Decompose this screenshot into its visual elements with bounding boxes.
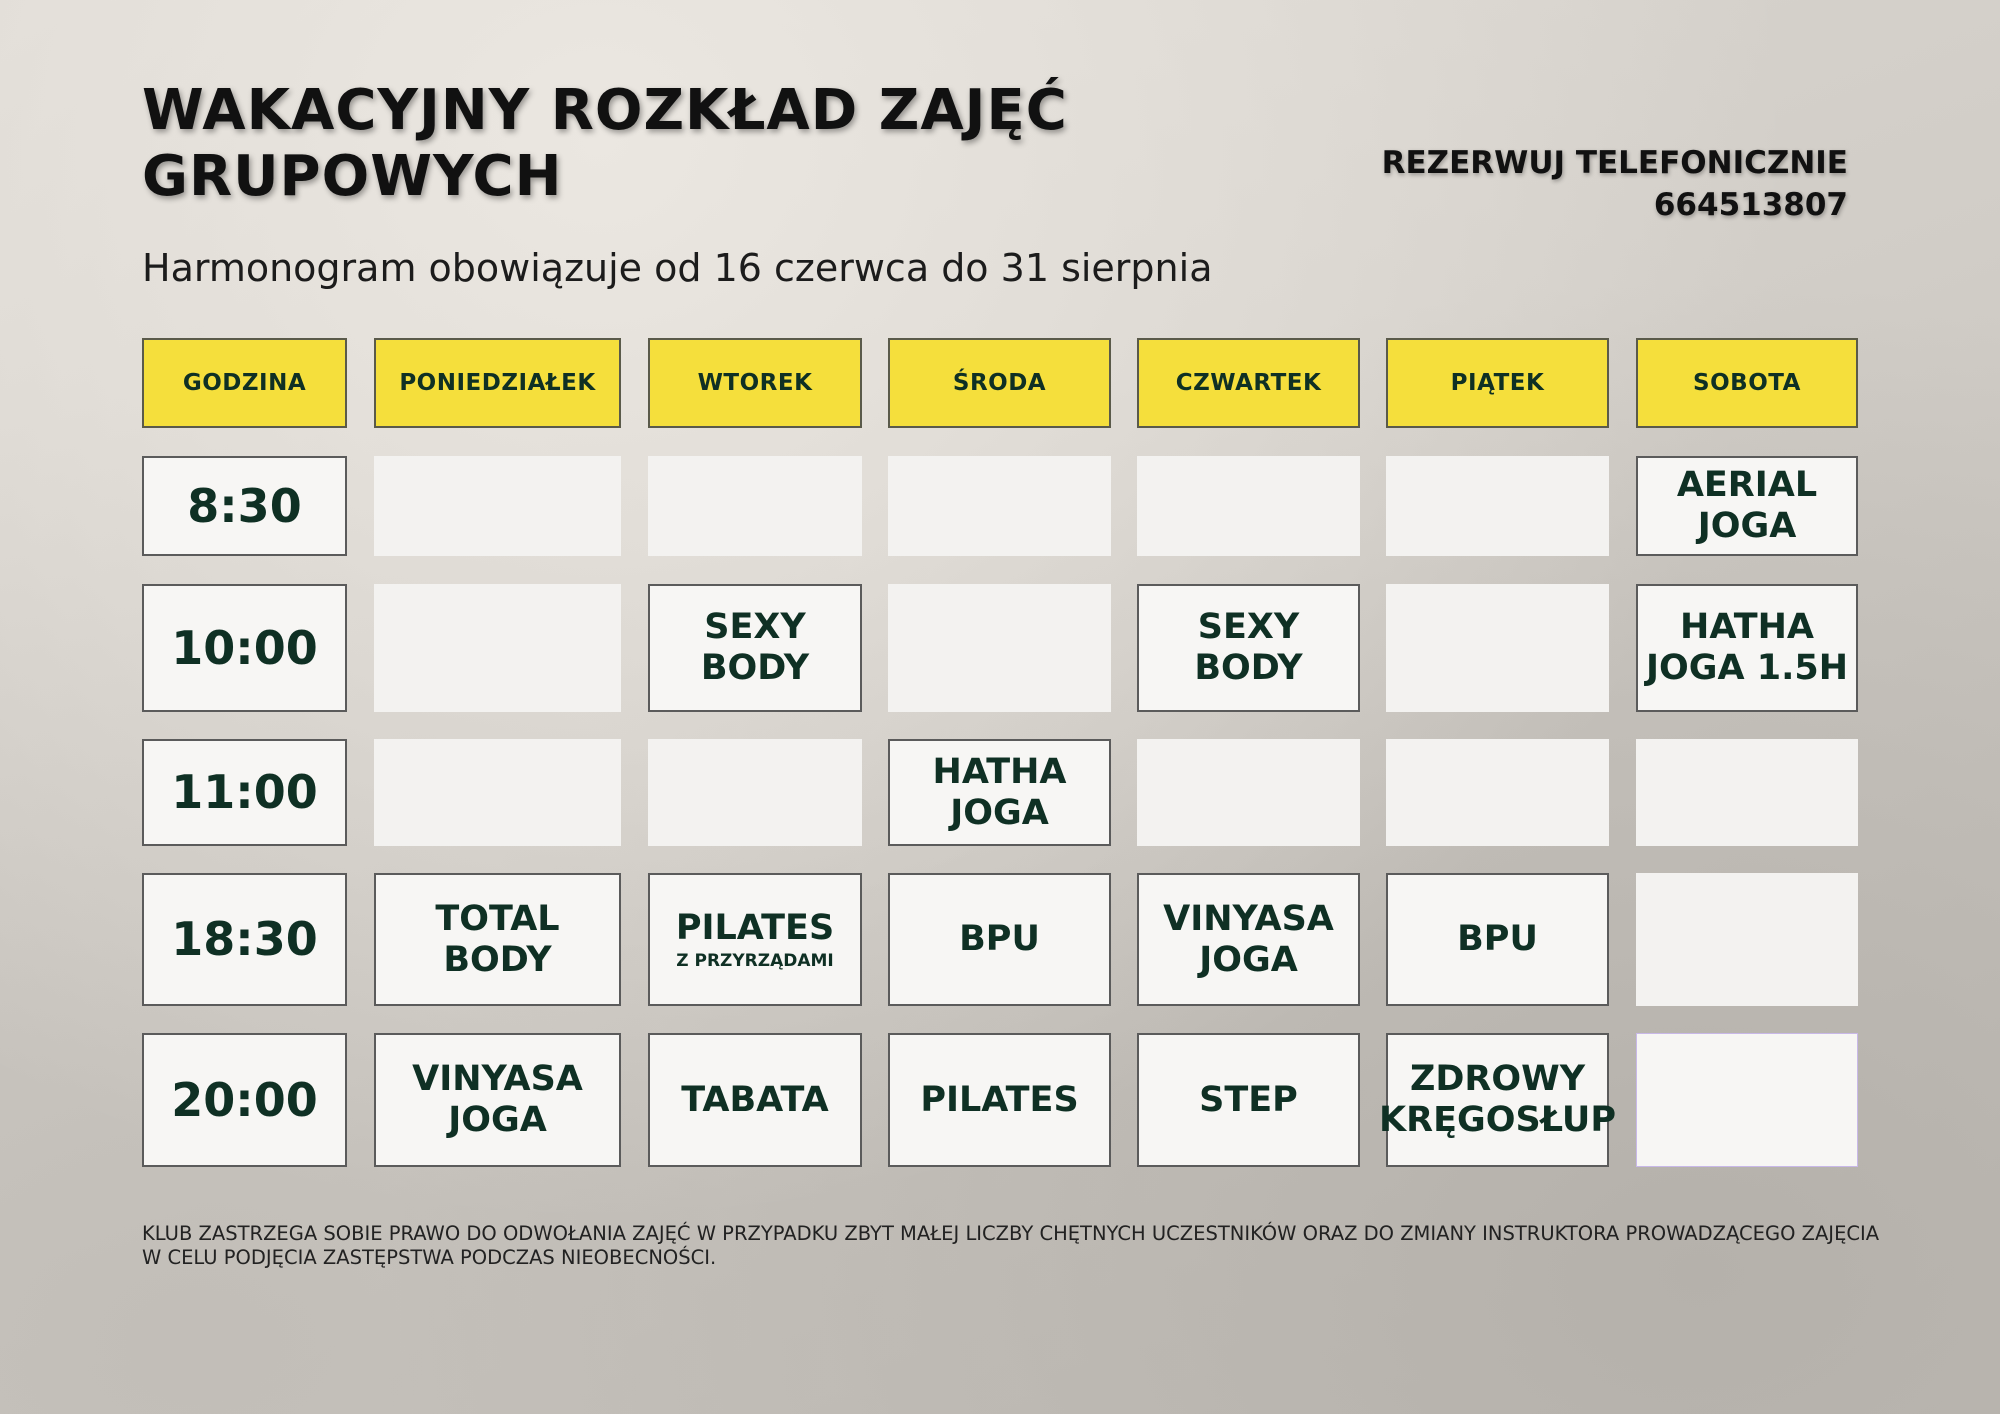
class-name: HATHA JOGA [932,751,1067,833]
class-cell [374,873,621,1006]
column-header-piatek: PIĄTEK [1386,338,1609,428]
empty-cell [648,739,862,846]
class-cell [888,739,1111,846]
class-cell [648,873,862,1006]
schedule-validity: Harmonogram obowiązuje od 16 czerwca do 31 sierpnia [142,246,1213,290]
booking-phone: 664513807 [1653,187,1848,223]
empty-cell [1386,739,1609,846]
class-name: PILATES [920,1079,1079,1120]
class-name: ZDROWY KRĘGOSŁUP [1379,1059,1616,1140]
class-name: TOTAL BODY [435,898,560,980]
class-cell [1137,873,1360,1006]
class-name: HATHA JOGA 1.5H [1645,607,1849,688]
class-name: TABATA [681,1079,829,1120]
column-header-wtorek: WTOREK [648,338,862,428]
class-name: BPU [959,919,1040,959]
column-header-czwartek: CZWARTEK [1137,338,1360,428]
empty-cell [1137,739,1360,846]
class-cell [648,1033,862,1167]
empty-cell [1636,1033,1858,1167]
class-cell [648,584,862,712]
time-cell: 8:30 [142,456,347,556]
class-cell [1137,1033,1360,1167]
empty-cell [1386,584,1609,712]
class-cell [1636,584,1858,712]
class-cell [1636,456,1858,556]
time-cell: 11:00 [142,739,347,846]
time-cell: 18:30 [142,873,347,1006]
class-name: SEXY BODY [1194,607,1303,688]
title-line-1: WAKACYJNY ROZKŁAD ZAJĘĆ [142,78,1068,143]
empty-cell [374,739,621,846]
class-name: VINYASA JOGA [412,1059,583,1140]
disclaimer: KLUB ZASTRZEGA SOBIE PRAWO DO ODWOŁANIA ZAJĘĆ W PRZYPADKU ZBYT MAŁEJ LICZBY CHĘTNYCH UCZESTNIKÓW ORAZ DO ZMIANY INSTRUKTORA PROWADZĄCEGO ZAJĘCIA W CELU PODJĘCIA ZASTĘPSTWA PODCZAS NIEOBECNOŚCI. [142,1222,1880,1269]
class-cell [374,1033,621,1167]
class-cell [1137,584,1360,712]
title-line-2: GRUPOWYCH [142,144,563,209]
page-title [142,78,1068,210]
time-cell: 10:00 [142,584,347,712]
time-cell: 20:00 [142,1033,347,1167]
booking-label: REZERWUJ TELEFONICZNIE [1381,145,1848,181]
empty-cell [1636,739,1858,846]
column-header-poniedzialek: PONIEDZIAŁEK [374,338,621,428]
empty-cell [888,584,1111,712]
empty-cell [1386,456,1609,556]
class-cell [888,1033,1111,1167]
class-cell [888,873,1111,1006]
column-header-sroda: ŚRODA [888,338,1111,428]
column-header-sobota: SOBOTA [1636,338,1858,428]
class-name: STEP [1199,1079,1298,1120]
empty-cell [374,456,621,556]
class-name: VINYASA JOGA [1163,898,1334,980]
class-name: AERIAL JOGA [1676,465,1818,546]
class-name: PILATES [675,908,835,948]
empty-cell [888,456,1111,556]
empty-cell [1636,873,1858,1006]
class-note: Z PRZYRZĄDAMI [676,951,834,971]
booking-info [1382,142,1848,226]
class-cell [1386,873,1609,1006]
column-header-godzina: GODZINA [142,338,347,428]
empty-cell [374,584,621,712]
empty-cell [1137,456,1360,556]
class-name: BPU [1457,919,1538,959]
empty-cell [648,456,862,556]
class-name: SEXY BODY [700,607,810,688]
class-cell [1379,1033,1616,1167]
